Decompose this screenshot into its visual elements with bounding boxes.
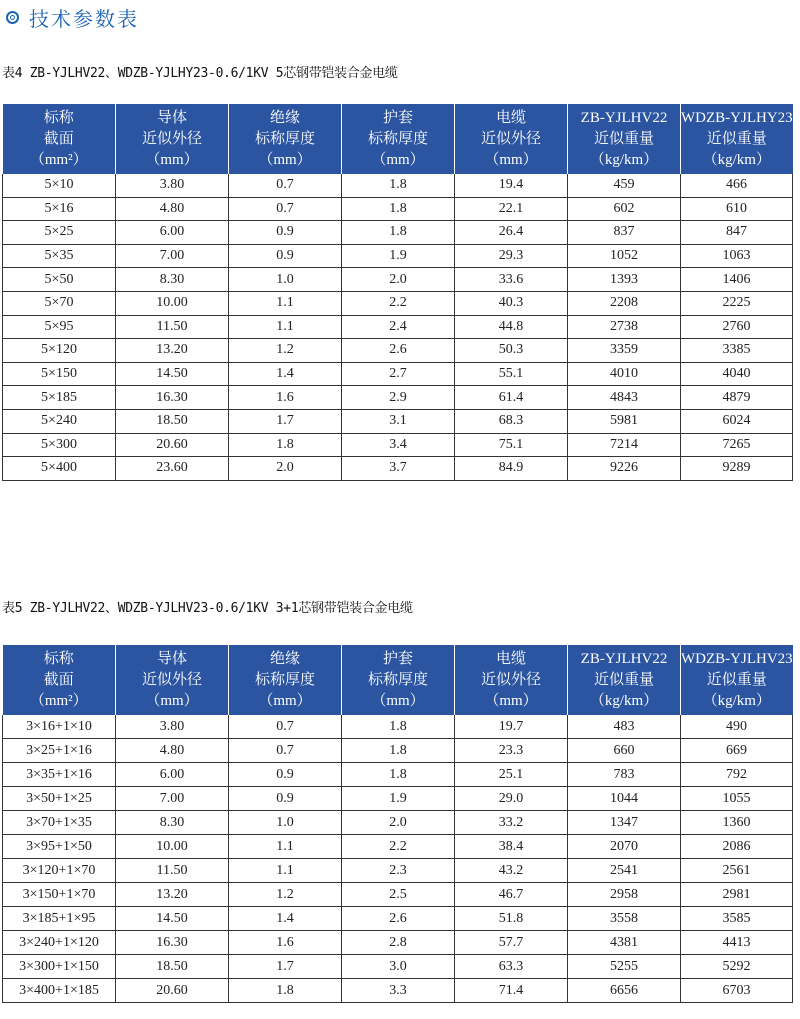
table-cell: 5981 [568,409,681,433]
table-cell: 0.9 [229,787,342,811]
table-cell: 1.8 [342,197,455,221]
table-cell: 14.50 [116,907,229,931]
table-cell: 2208 [568,291,681,315]
table-cell: 3×95+1×50 [3,835,116,859]
column-header [116,104,229,174]
table-cell: 1.1 [229,859,342,883]
table-row [3,931,793,955]
table-cell: 2.2 [342,835,455,859]
table-cell: 0.9 [229,221,342,245]
table-cell: 2.3 [342,859,455,883]
column-header-line: （mm） [371,692,425,709]
column-header-line: （mm） [371,151,425,168]
table-cell: 3.0 [342,955,455,979]
table-cell: 0.7 [229,174,342,197]
column-header-line: 近似重量 [706,130,767,147]
table-cell: 4.80 [116,197,229,221]
table-cell: 1.8 [229,979,342,1003]
table-row [3,291,793,315]
table-cell: 1.9 [342,244,455,268]
column-header-line: （mm²） [29,692,88,709]
table-cell: 669 [681,739,793,763]
circle-ring-icon [6,11,19,24]
table-cell: 19.4 [455,174,568,197]
column-header [342,104,455,174]
table-cell: 25.1 [455,763,568,787]
column-header-line: （mm） [484,692,538,709]
table-cell: 483 [568,715,681,739]
column-header-line: 截面 [43,130,74,147]
table-cell: 2086 [681,835,793,859]
table-cell: 6656 [568,979,681,1003]
column-header-line: 标称厚度 [367,671,428,688]
column-header-line: （kg/km） [589,151,659,168]
table-cell: 19.7 [455,715,568,739]
table-cell: 3.4 [342,433,455,457]
table-row [3,221,793,245]
table-cell: 2958 [568,883,681,907]
table-cell: 63.3 [455,955,568,979]
table-cell: 2.2 [342,291,455,315]
table-cell: 5×70 [3,291,116,315]
table-cell: 29.3 [455,244,568,268]
table-cell: 0.7 [229,197,342,221]
table-cell: 22.1 [455,197,568,221]
table-cell: 610 [681,197,793,221]
table-cell: 5×120 [3,339,116,363]
table-cell: 1.2 [229,339,342,363]
table-cell: 7.00 [116,244,229,268]
table-cell: 1.6 [229,386,342,410]
table-cell: 1.6 [229,931,342,955]
table-cell: 3×240+1×120 [3,931,116,955]
table-cell: 1.8 [342,763,455,787]
table-cell: 1.0 [229,268,342,292]
table-cell: 4010 [568,362,681,386]
table-cell: 5×185 [3,386,116,410]
column-header-line: 护套 [382,109,413,126]
column-header [229,104,342,174]
table-cell: 3×50+1×25 [3,787,116,811]
table-cell: 3.3 [342,979,455,1003]
table-cell: 18.50 [116,955,229,979]
table-cell: 2.5 [342,883,455,907]
table-cell: 459 [568,174,681,197]
table-row [3,787,793,811]
table-cell: 1.1 [229,315,342,339]
table-cell: 10.00 [116,835,229,859]
column-header [116,645,229,715]
table-row [3,268,793,292]
column-header-line: （mm） [145,151,199,168]
table-cell: 7265 [681,433,793,457]
table-cell: 8.30 [116,268,229,292]
table-cell: 2981 [681,883,793,907]
table-cell: 7.00 [116,787,229,811]
table-cell: 13.20 [116,883,229,907]
table-cell: 1.8 [342,739,455,763]
table-cell: 1360 [681,811,793,835]
table-row [3,433,793,457]
table-cell: 1063 [681,244,793,268]
table-cell: 792 [681,763,793,787]
table-row [3,739,793,763]
table-cell: 84.9 [455,457,568,481]
table-cell: 5×10 [3,174,116,197]
column-header [3,645,116,715]
section-title: 技术参数表 [29,6,139,31]
table-cell: 2541 [568,859,681,883]
column-header [681,104,793,174]
table-cell: 5255 [568,955,681,979]
table-cell: 3×150+1×70 [3,883,116,907]
column-header-line: 标称 [43,650,74,667]
table-cell: 6024 [681,409,793,433]
table-row [3,883,793,907]
table5-caption: 表5 ZB-YJLHV22、WDZB-YJLHV23-0.6/1KV 3+1芯钢带铠装合金电缆 [2,601,413,616]
table-cell: 3×35+1×16 [3,763,116,787]
table-row [3,859,793,883]
table-cell: 5×240 [3,409,116,433]
table-cell: 44.8 [455,315,568,339]
column-header-line: 近似外径 [141,671,202,688]
column-header [3,104,116,174]
table-cell: 23.3 [455,739,568,763]
column-header-line: 护套 [382,650,413,667]
table-cell: 43.2 [455,859,568,883]
table-cell: 3×400+1×185 [3,979,116,1003]
table-cell: 5×25 [3,221,116,245]
table-cell: 5×95 [3,315,116,339]
table-cell: 7214 [568,433,681,457]
table-cell: 2.0 [342,811,455,835]
column-header [229,645,342,715]
table4-caption: 表4 ZB-YJLHV22、WDZB-YJLHY23-0.6/1KV 5芯钢带铠装合金电缆 [2,66,398,81]
table-cell: 3×25+1×16 [3,739,116,763]
table-cell: 3.7 [342,457,455,481]
table-row [3,409,793,433]
table4-header-row [3,104,793,174]
column-header-line: 导体 [156,650,187,667]
column-header [568,104,681,174]
column-header [342,645,455,715]
table-cell: 1.8 [342,221,455,245]
table-cell: 837 [568,221,681,245]
table-cell: 3.80 [116,715,229,739]
column-header-line: 近似外径 [480,130,541,147]
table-row [3,174,793,197]
table-cell: 57.7 [455,931,568,955]
table-cell: 0.7 [229,715,342,739]
table-cell: 33.6 [455,268,568,292]
column-header-line: 导体 [156,109,187,126]
table5 [2,645,793,1003]
table-cell: 16.30 [116,931,229,955]
table-cell: 1.7 [229,409,342,433]
table-cell: 2.4 [342,315,455,339]
table-cell: 1.4 [229,907,342,931]
column-header-line: 近似外径 [141,130,202,147]
column-header [455,104,568,174]
table-row [3,197,793,221]
table-cell: 2738 [568,315,681,339]
table-cell: 38.4 [455,835,568,859]
table-cell: 14.50 [116,362,229,386]
column-header-line: （mm²） [29,151,88,168]
table-cell: 602 [568,197,681,221]
table-cell: 29.0 [455,787,568,811]
table-cell: 783 [568,763,681,787]
column-header-line: 截面 [43,671,74,688]
table-cell: 20.60 [116,979,229,1003]
column-header-line: （mm） [145,692,199,709]
table-row [3,362,793,386]
table-cell: 6703 [681,979,793,1003]
table-cell: 2561 [681,859,793,883]
column-header-line: （mm） [484,151,538,168]
table-cell: 5×300 [3,433,116,457]
table-cell: 3385 [681,339,793,363]
column-header-line: 近似重量 [593,671,654,688]
column-header-line: 标称厚度 [254,671,315,688]
column-header-line: WDZB-YJLHV23 [681,650,793,667]
column-header-line: 近似外径 [480,671,541,688]
table-cell: 6.00 [116,221,229,245]
table-cell: 2.0 [229,457,342,481]
table-cell: 2760 [681,315,793,339]
table-cell: 18.50 [116,409,229,433]
table-cell: 5×400 [3,457,116,481]
table-cell: 4381 [568,931,681,955]
table-cell: 5×35 [3,244,116,268]
table-cell: 3×70+1×35 [3,811,116,835]
column-header-line: ZB-YJLHV22 [580,650,668,667]
table-cell: 3585 [681,907,793,931]
table-cell: 3×185+1×95 [3,907,116,931]
table-row [3,315,793,339]
table-cell: 55.1 [455,362,568,386]
table-cell: 46.7 [455,883,568,907]
table-cell: 23.60 [116,457,229,481]
table-cell: 71.4 [455,979,568,1003]
table-cell: 6.00 [116,763,229,787]
column-header-line: 近似重量 [593,130,654,147]
table-row [3,339,793,363]
table-cell: 68.3 [455,409,568,433]
column-header-line: 标称厚度 [254,130,315,147]
table-cell: 3×120+1×70 [3,859,116,883]
table-cell: 0.7 [229,739,342,763]
table-cell: 51.8 [455,907,568,931]
table-cell: 10.00 [116,291,229,315]
table-cell: 660 [568,739,681,763]
table-cell: 9226 [568,457,681,481]
table-cell: 4.80 [116,739,229,763]
table-cell: 4040 [681,362,793,386]
table-cell: 3.1 [342,409,455,433]
table-row [3,811,793,835]
column-header-line: 标称 [43,109,74,126]
table-row [3,907,793,931]
table-cell: 466 [681,174,793,197]
table-row [3,457,793,481]
table-row [3,244,793,268]
table-cell: 2.8 [342,931,455,955]
table-cell: 3.80 [116,174,229,197]
table-cell: 1406 [681,268,793,292]
table-cell: 33.2 [455,811,568,835]
table-cell: 50.3 [455,339,568,363]
table-cell: 3×16+1×10 [3,715,116,739]
column-header-line: ZB-YJLHV22 [580,109,668,126]
table-cell: 13.20 [116,339,229,363]
table-row [3,955,793,979]
table-cell: 1044 [568,787,681,811]
table-cell: 490 [681,715,793,739]
table-cell: 11.50 [116,859,229,883]
table-cell: 847 [681,221,793,245]
column-header-line: WDZB-YJLHY23 [681,109,793,126]
table-cell: 1.9 [342,787,455,811]
table-cell: 20.60 [116,433,229,457]
table-cell: 1393 [568,268,681,292]
table-cell: 0.9 [229,763,342,787]
column-header-line: 绝缘 [269,650,300,667]
table-cell: 1.8 [229,433,342,457]
table4 [2,104,793,481]
table-cell: 1.1 [229,835,342,859]
table-cell: 1.2 [229,883,342,907]
table-cell: 8.30 [116,811,229,835]
table-cell: 2.6 [342,907,455,931]
table-cell: 2.0 [342,268,455,292]
table-cell: 75.1 [455,433,568,457]
table-cell: 2.6 [342,339,455,363]
table-cell: 3558 [568,907,681,931]
table-cell: 5×150 [3,362,116,386]
table-cell: 11.50 [116,315,229,339]
table-cell: 1.4 [229,362,342,386]
table-row [3,763,793,787]
column-header-line: 绝缘 [269,109,300,126]
table-row [3,835,793,859]
table-row [3,979,793,1003]
column-header-line: （mm） [258,151,312,168]
table-cell: 26.4 [455,221,568,245]
table-cell: 16.30 [116,386,229,410]
column-header-line: （kg/km） [702,692,771,709]
table-cell: 5×50 [3,268,116,292]
column-header [681,645,793,715]
table-cell: 2070 [568,835,681,859]
table-cell: 1.7 [229,955,342,979]
table-cell: 1052 [568,244,681,268]
table-cell: 0.9 [229,244,342,268]
table-cell: 1.0 [229,811,342,835]
column-header-line: （mm） [258,692,312,709]
table-row [3,386,793,410]
table-cell: 2225 [681,291,793,315]
table-cell: 1347 [568,811,681,835]
column-header-line: 电缆 [495,109,526,126]
table-cell: 4413 [681,931,793,955]
table-cell: 4843 [568,386,681,410]
section-header [6,2,139,32]
table-cell: 1.1 [229,291,342,315]
column-header [568,645,681,715]
column-header-line: 电缆 [495,650,526,667]
table-cell: 3359 [568,339,681,363]
column-header-line: 近似重量 [706,671,767,688]
column-header-line: 标称厚度 [367,130,428,147]
table-cell: 4879 [681,386,793,410]
column-header-line: （kg/km） [589,692,659,709]
table-cell: 9289 [681,457,793,481]
column-header-line: （kg/km） [702,151,771,168]
table-cell: 2.9 [342,386,455,410]
table-cell: 1.8 [342,715,455,739]
table-cell: 1055 [681,787,793,811]
table-cell: 5×16 [3,197,116,221]
table-cell: 61.4 [455,386,568,410]
table-cell: 1.8 [342,174,455,197]
table-row [3,715,793,739]
table-cell: 3×300+1×150 [3,955,116,979]
table-cell: 40.3 [455,291,568,315]
table-cell: 2.7 [342,362,455,386]
table5-header-row [3,645,793,715]
column-header [455,645,568,715]
table-cell: 5292 [681,955,793,979]
